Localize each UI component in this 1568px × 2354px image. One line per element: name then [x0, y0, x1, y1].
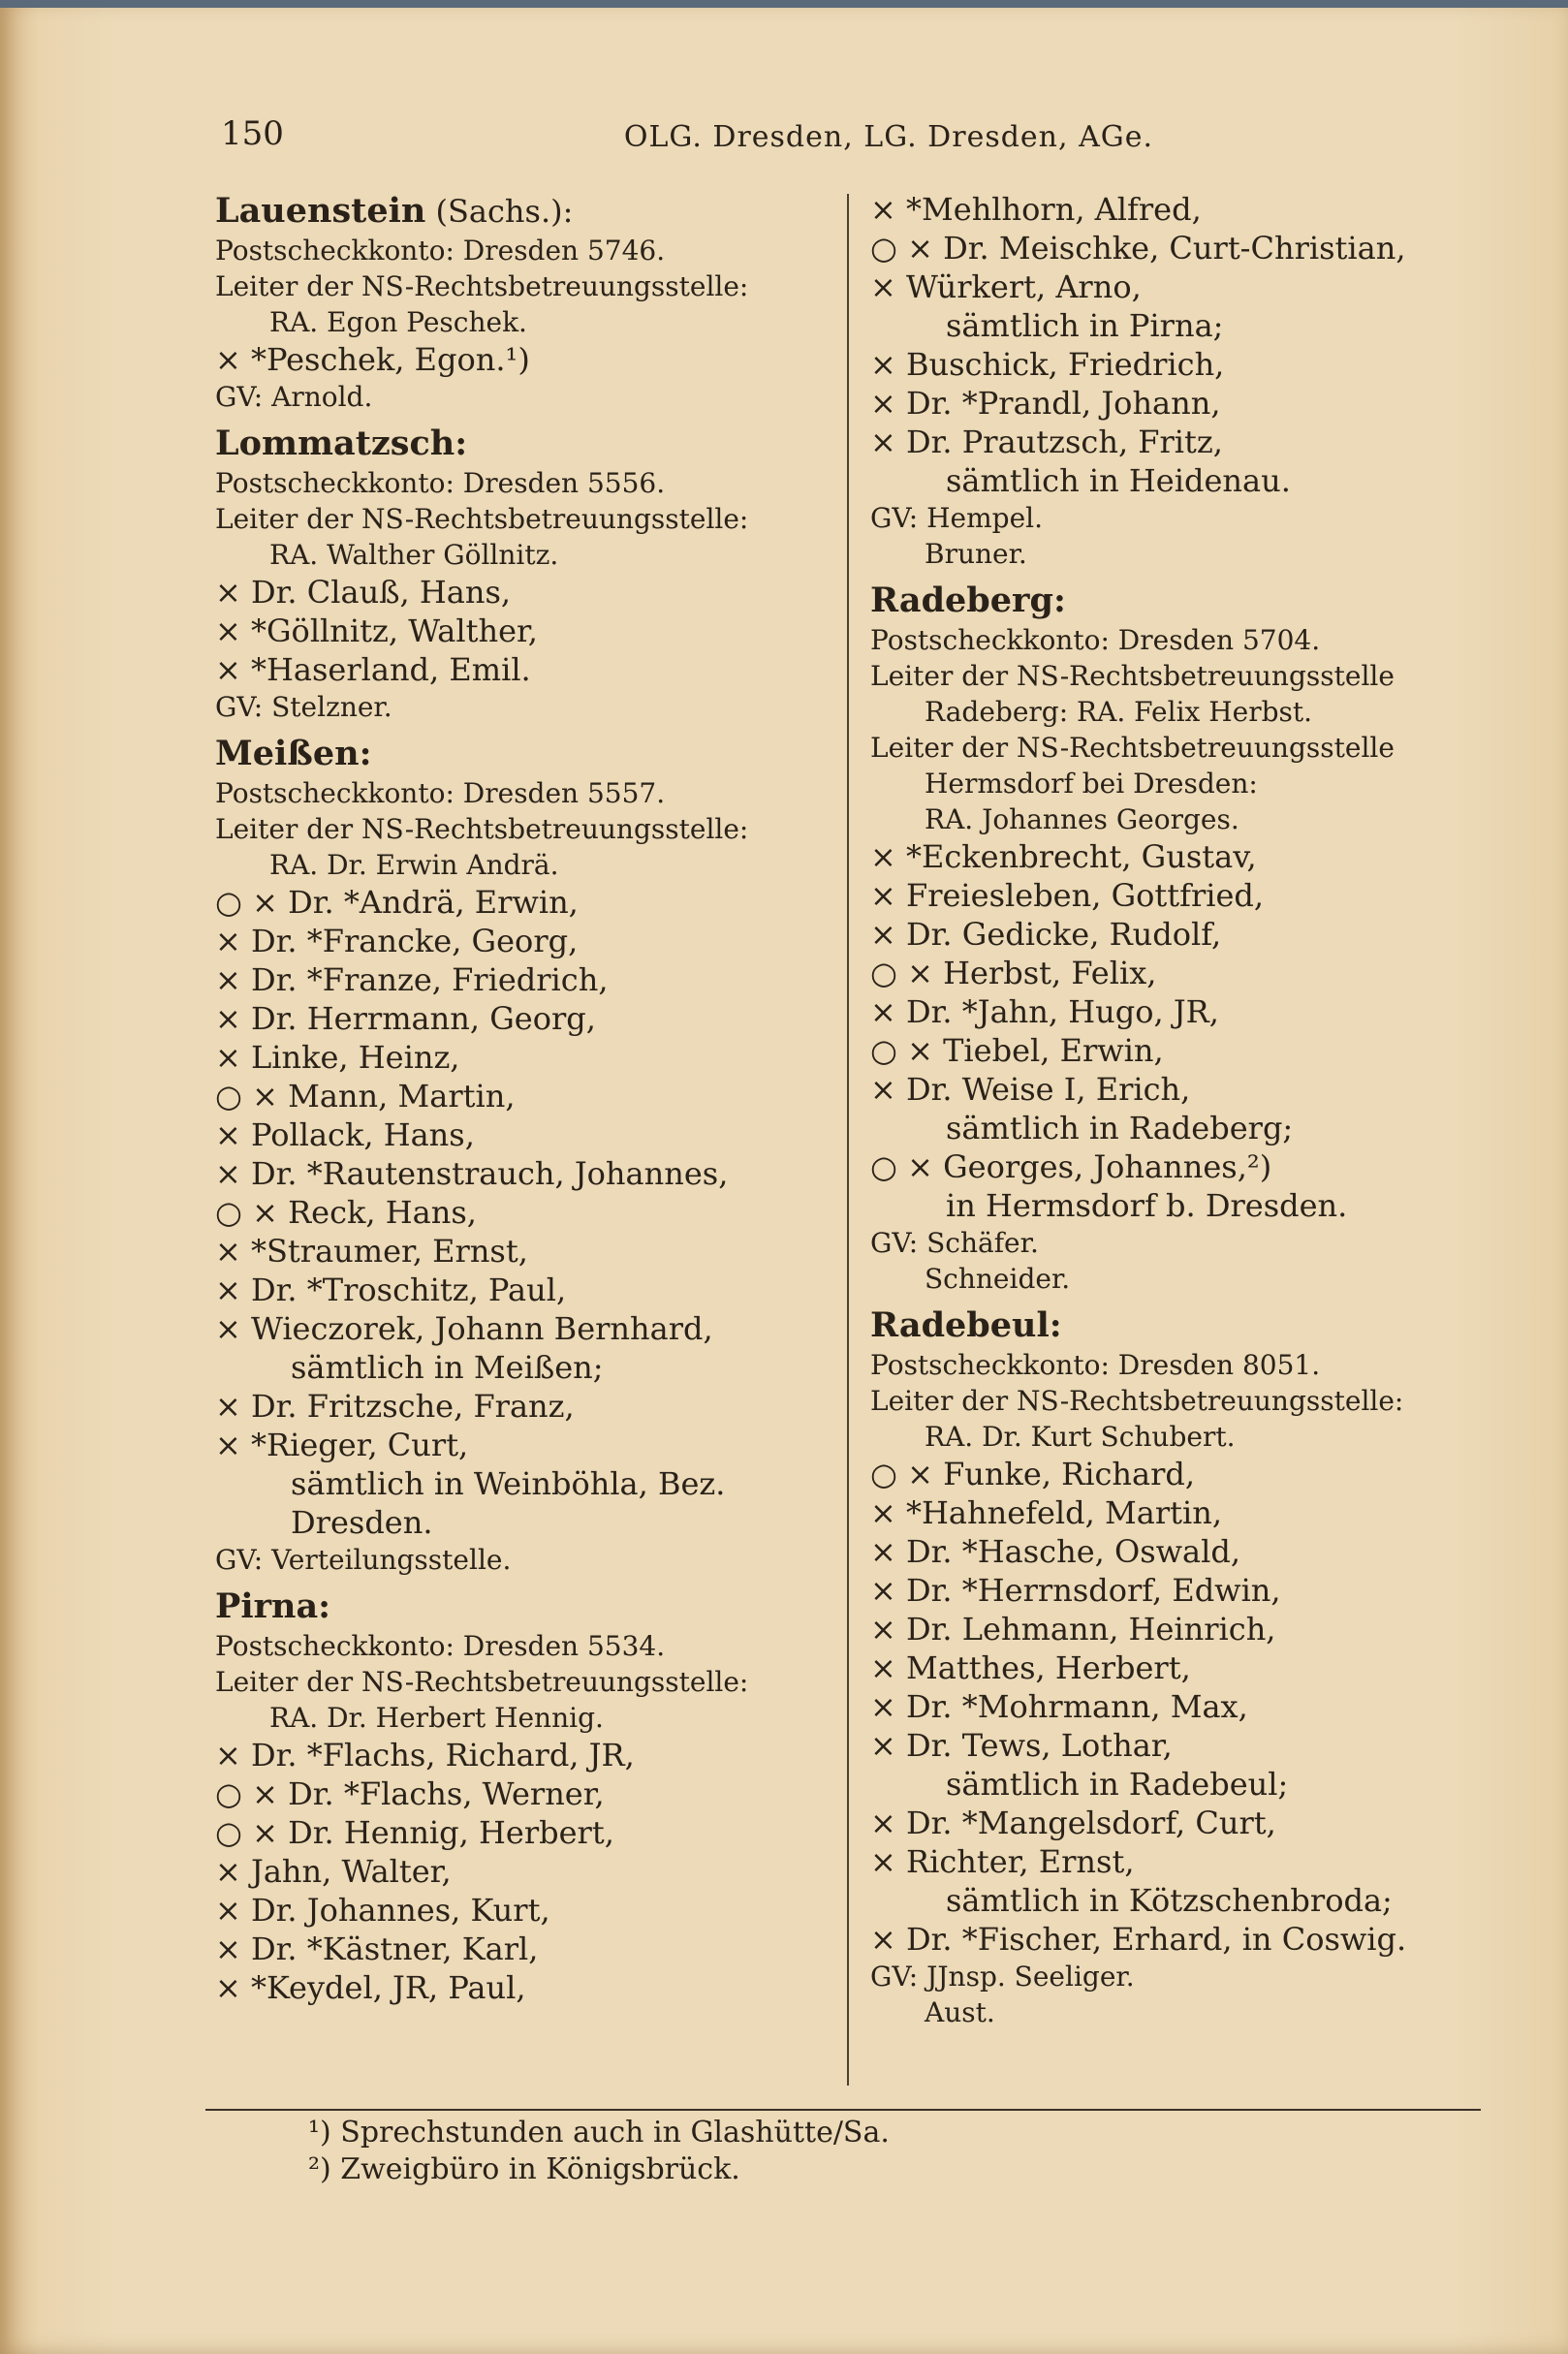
footnotes: [308, 2115, 890, 2188]
entry-line: × Dr. Fritzsche, Franz,: [215, 1388, 575, 1425]
footnote-1: ¹) Sprechstunden auch in Glashütte/Sa.: [308, 2116, 890, 2150]
entry-line: × Dr. Prautzsch, Fritz,: [870, 424, 1223, 460]
entry-line: × Dr. *Hasche, Oswald,: [870, 1533, 1240, 1570]
info-line: Postscheckkonto: Dresden 5557.: [215, 777, 666, 809]
footnote-2: ²) Zweigbüro in Königsbrück.: [308, 2152, 740, 2186]
column-divider: [847, 194, 849, 2086]
section-lauenstein: [215, 190, 835, 415]
entry-line: × Freiesleben, Gottfried,: [870, 877, 1265, 914]
info-line: Leiter der NS-Rechtsbetreuungsstelle: [870, 660, 1395, 692]
entry-line: × Dr. *Troschitz, Paul,: [215, 1271, 567, 1308]
info-line: RA. Dr. Erwin Andrä.: [269, 849, 559, 881]
entry-line: × Dr. Tews, Lothar,: [870, 1727, 1173, 1764]
entry-line: ○ × Dr. *Flachs, Werner,: [215, 1775, 605, 1812]
entry-line: × *Eckenbrecht, Gustav,: [870, 838, 1257, 875]
section-meissen: [215, 733, 835, 1578]
info-line: Leiter der NS-Rechtsbetreuungsstelle:: [215, 1666, 749, 1698]
entry-line: ○ × Dr. Meischke, Curt-Christian,: [870, 230, 1406, 267]
info-line: Leiter der NS-Rechtsbetreuungsstelle:: [870, 1385, 1404, 1417]
entry-line: ○ × Dr. *Andrä, Erwin,: [215, 884, 579, 921]
entry-line: × Matthes, Herbert,: [870, 1649, 1191, 1686]
entry-line: sämtlich in Radeberg;: [946, 1110, 1294, 1146]
info-line: RA. Dr. Kurt Schubert.: [925, 1421, 1236, 1453]
entry-line: × *Straumer, Ernst,: [215, 1233, 528, 1270]
entry-line: sämtlich in Heidenau.: [946, 462, 1291, 499]
entry-line: × Dr. Herrmann, Georg,: [215, 1000, 596, 1037]
entry-line: × Dr. Clauß, Hans,: [215, 574, 512, 611]
entry-line: × Dr. Johannes, Kurt,: [215, 1892, 550, 1929]
entry-line: × Dr. *Flachs, Richard, JR,: [215, 1737, 635, 1773]
entry-line: ○ × Mann, Martin,: [215, 1078, 516, 1114]
entry-line: ○ × Funke, Richard,: [870, 1456, 1196, 1492]
gv-line: GV: Arnold.: [215, 381, 373, 413]
entry-line: sämtlich in Pirna;: [946, 307, 1224, 344]
entry-line: ○ × Georges, Johannes,²): [870, 1148, 1272, 1185]
entry-line: × Dr. Lehmann, Heinrich,: [870, 1611, 1276, 1648]
entry-line: sämtlich in Meißen;: [291, 1349, 604, 1386]
section-pirna: [215, 1585, 835, 2007]
gv-line: GV: Hempel.: [870, 502, 1043, 534]
entry-line: ○ × Dr. Hennig, Herbert,: [215, 1814, 614, 1851]
entry-line: Dresden.: [291, 1504, 433, 1541]
entry-line: ○ × Tiebel, Erwin,: [870, 1032, 1164, 1069]
entry-line: × Dr. *Fischer, Erhard, in Coswig.: [870, 1921, 1407, 1958]
info-line: Leiter der NS-Rechtsbetreuungsstelle:: [215, 270, 749, 302]
entry-line: × *Keydel, JR, Paul,: [215, 1969, 526, 2006]
gv-line: GV: Verteilungsstelle.: [215, 1544, 512, 1576]
section-radebeul: [870, 1304, 1510, 2030]
entry-line: × Wieczorek, Johann Bernhard,: [215, 1310, 713, 1347]
info-line: Leiter der NS-Rechtsbetreuungsstelle: [870, 732, 1395, 764]
section-radeberg: [870, 580, 1510, 1297]
entry-line: sämtlich in Kötzschenbroda;: [946, 1882, 1393, 1919]
page-header: [205, 114, 1153, 163]
entry-line: × *Peschek, Egon.¹): [215, 341, 530, 378]
entry-line: × Dr. *Jahn, Hugo, JR,: [870, 993, 1219, 1030]
info-line: Hermsdorf bei Dresden:: [925, 768, 1258, 800]
entry-line: × *Haserland, Emil.: [215, 651, 531, 688]
entry-line: × Dr. *Kästner, Karl,: [215, 1930, 539, 1967]
entry-line: ○ × Herbst, Felix,: [870, 955, 1157, 991]
section-heading: Radebeul:: [870, 1305, 1062, 1345]
info-line: RA. Egon Peschek.: [269, 306, 527, 338]
entry-line: × Würkert, Arno,: [870, 268, 1142, 305]
page-number: 150: [221, 114, 284, 153]
info-line: Postscheckkonto: Dresden 5534.: [215, 1630, 666, 1662]
entry-line: sämtlich in Radebeul;: [946, 1766, 1289, 1803]
entry-line: × *Rieger, Curt,: [215, 1427, 469, 1463]
gv-line: Bruner.: [925, 538, 1027, 570]
info-line: Radeberg: RA. Felix Herbst.: [925, 696, 1313, 728]
gv-line: GV: JJnsp. Seeliger.: [870, 1961, 1135, 1993]
entry-line: × Jahn, Walter,: [215, 1853, 452, 1890]
entry-line: × *Mehlhorn, Alfred,: [870, 191, 1202, 228]
section-pirna-continued: [870, 190, 1510, 572]
entry-line: × *Göllnitz, Walther,: [215, 612, 538, 649]
footnote-rule: [205, 2109, 1481, 2111]
left-column: [215, 190, 835, 2007]
entry-line: × Dr. Gedicke, Rudolf,: [870, 916, 1222, 953]
info-line: Postscheckkonto: Dresden 8051.: [870, 1349, 1321, 1381]
gv-line: Schneider.: [925, 1263, 1071, 1295]
right-column: [870, 190, 1510, 2030]
entry-line: sämtlich in Weinböhla, Bez.: [291, 1465, 726, 1502]
entry-line: × Pollack, Hans,: [215, 1116, 475, 1153]
section-lommatzsch: [215, 423, 835, 725]
running-title: OLG. Dresden, LG. Dresden, AGe.: [623, 120, 1153, 154]
entry-line: × Dr. *Prandl, Johann,: [870, 385, 1221, 422]
info-line: RA. Walther Göllnitz.: [269, 539, 559, 571]
entry-line: × Dr. *Rautenstrauch, Johannes,: [215, 1155, 729, 1192]
info-line: Postscheckkonto: Dresden 5746.: [215, 235, 666, 267]
entry-line: in Hermsdorf b. Dresden.: [946, 1187, 1348, 1224]
entry-line: × Buschick, Friedrich,: [870, 346, 1225, 383]
info-line: Postscheckkonto: Dresden 5556.: [215, 467, 666, 499]
entry-line: × Dr. *Herrnsdorf, Edwin,: [870, 1572, 1281, 1609]
section-heading: Radeberg:: [870, 581, 1066, 620]
entry-line: × Dr. *Mohrmann, Max,: [870, 1688, 1248, 1725]
info-line: RA. Dr. Herbert Hennig.: [269, 1702, 604, 1734]
gv-line: GV: Stelzner.: [215, 691, 392, 723]
info-line: Leiter der NS-Rechtsbetreuungsstelle:: [215, 503, 749, 535]
info-line: Postscheckkonto: Dresden 5704.: [870, 624, 1321, 656]
section-heading: Pirna:: [215, 1586, 331, 1626]
entry-line: × Dr. Weise I, Erich,: [870, 1071, 1191, 1108]
gv-line: Aust.: [925, 1996, 995, 2028]
entry-line: × Richter, Ernst,: [870, 1843, 1135, 1880]
entry-line: ○ × Reck, Hans,: [215, 1194, 477, 1231]
section-heading: Lauenstein (Sachs.):: [215, 191, 574, 231]
section-heading: Lommatzsch:: [215, 424, 468, 463]
entry-line: × Linke, Heinz,: [215, 1039, 460, 1076]
section-heading: Meißen:: [215, 734, 372, 773]
gv-line: GV: Schäfer.: [870, 1227, 1039, 1259]
entry-line: × *Hahnefeld, Martin,: [870, 1494, 1222, 1531]
entry-line: × Dr. *Franze, Friedrich,: [215, 961, 609, 998]
entry-line: × Dr. *Mangelsdorf, Curt,: [870, 1805, 1276, 1841]
info-line: RA. Johannes Georges.: [925, 803, 1239, 835]
info-line: Leiter der NS-Rechtsbetreuungsstelle:: [215, 813, 749, 845]
entry-line: × Dr. *Francke, Georg,: [215, 923, 579, 959]
